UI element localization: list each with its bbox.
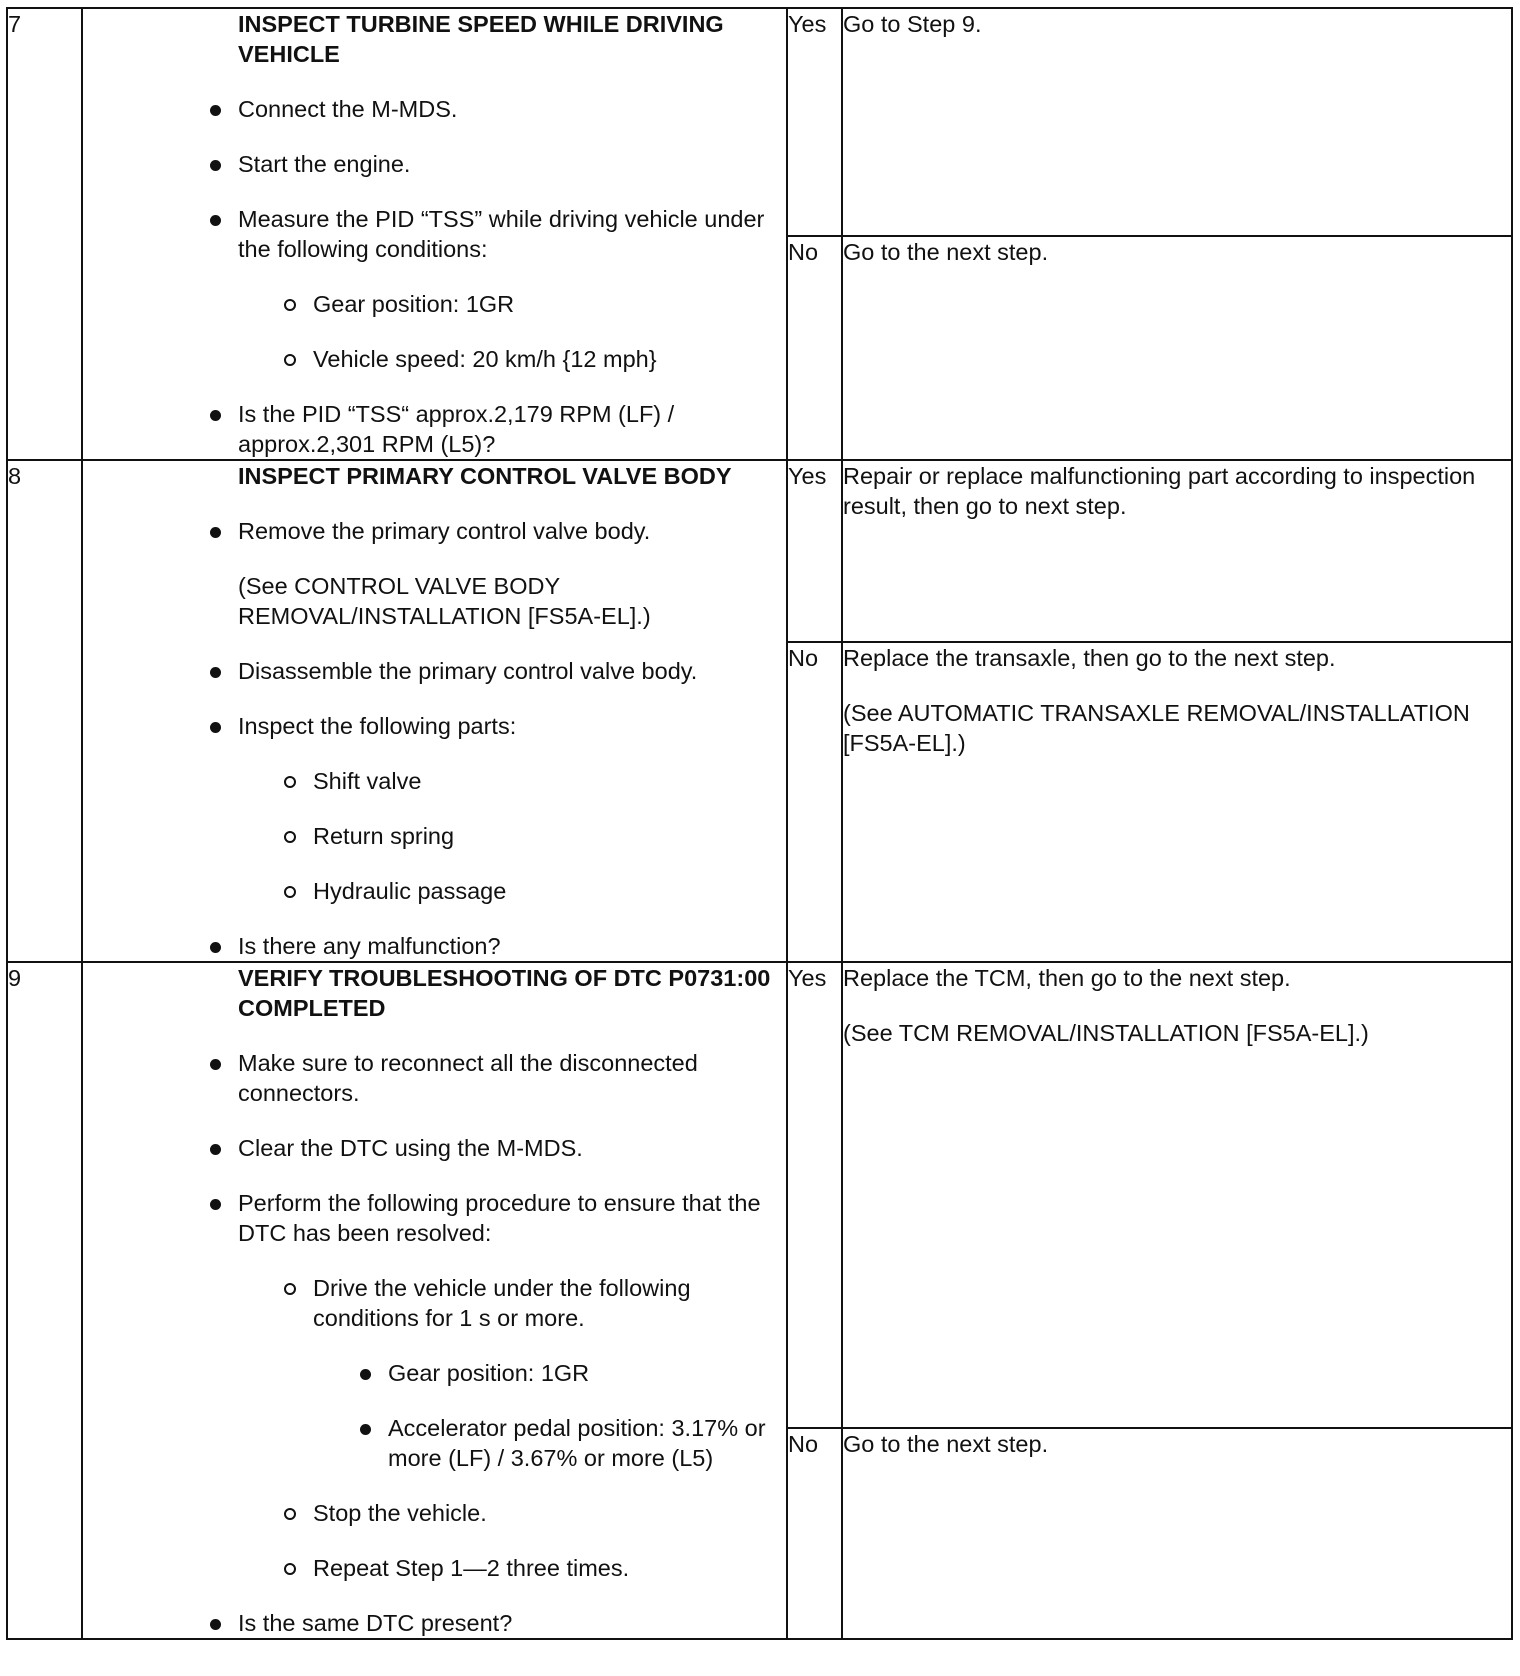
step-7-body [82, 8, 787, 460]
list-item: Is the PID “TSS“ approx.2,179 RPM (LF) / approx.2,301 RPM (L5)? [83, 399, 786, 459]
bullet-icon [210, 160, 221, 171]
list-item: Repeat Step 1—2 three times. [83, 1553, 786, 1583]
step-number: 7 [7, 8, 82, 460]
step-title: VERIFY TROUBLESHOOTING OF DTC P0731:00 COMPLETED [238, 965, 771, 1021]
no-action: Replace the transaxle, then go to the next step. (See AUTOMATIC TRANSAXLE REMOVAL/INSTALLATION [FS5A-EL].) [842, 642, 1512, 962]
step-title: INSPECT TURBINE SPEED WHILE DRIVING VEHICLE [238, 11, 724, 67]
list-item: Perform the following procedure to ensure that the DTC has been resolved: [83, 1188, 786, 1248]
list-item: Connect the M-MDS. [83, 94, 786, 124]
list-item: Clear the DTC using the M-MDS. [83, 1133, 786, 1163]
list-item: Make sure to reconnect all the disconnected connectors. [83, 1048, 786, 1108]
step-number: 8 [7, 460, 82, 962]
circle-bullet-icon [284, 299, 296, 311]
bullet-icon [210, 1059, 221, 1070]
yes-action: Go to Step 9. [842, 8, 1512, 236]
bullet-icon [210, 942, 221, 953]
no-label: No [787, 236, 842, 460]
step-number: 9 [7, 962, 82, 1639]
bullet-icon [210, 1199, 221, 1210]
circle-bullet-icon [284, 1563, 296, 1575]
step-8-body [82, 460, 787, 962]
bullet-icon [360, 1369, 371, 1380]
bullet-icon [210, 410, 221, 421]
yes-label: Yes [787, 962, 842, 1428]
list-item: Is the same DTC present? [83, 1608, 786, 1638]
reference-note: (See TCM REMOVAL/INSTALLATION [FS5A-EL].) [843, 1020, 1369, 1046]
list-item: Accelerator pedal position: 3.17% or more (LF) / 3.67% or more (L5) [83, 1413, 786, 1473]
step-title: INSPECT PRIMARY CONTROL VALVE BODY [238, 463, 732, 489]
list-item: Stop the vehicle. [83, 1498, 786, 1528]
step-8-yes-row [7, 460, 1512, 642]
circle-bullet-icon [284, 776, 296, 788]
list-item: Gear position: 1GR [83, 1358, 786, 1388]
no-label: No [787, 642, 842, 962]
list-item: Measure the PID “TSS” while driving vehicle under the following conditions: [83, 204, 786, 264]
reference-note: (See CONTROL VALVE BODY REMOVAL/INSTALLATION [FS5A-EL].) [238, 573, 651, 629]
reference-note: (See AUTOMATIC TRANSAXLE REMOVAL/INSTALLATION [FS5A-EL].) [843, 700, 1470, 756]
list-item: Inspect the following parts: [83, 711, 786, 741]
list-item: Disassemble the primary control valve body. [83, 656, 786, 686]
no-label: No [787, 1428, 842, 1639]
circle-bullet-icon [284, 886, 296, 898]
bullet-icon [210, 105, 221, 116]
list-item: Gear position: 1GR [83, 289, 786, 319]
step-7-yes-row [7, 8, 1512, 236]
bullet-icon [210, 527, 221, 538]
bullet-icon [210, 215, 221, 226]
list-item: Return spring [83, 821, 786, 851]
list-item: Hydraulic passage [83, 876, 786, 906]
circle-bullet-icon [284, 354, 296, 366]
step-9-yes-row [7, 962, 1512, 1428]
no-action: Go to the next step. [842, 236, 1512, 460]
yes-label: Yes [787, 460, 842, 642]
list-item: Vehicle speed: 20 km/h {12 mph} [83, 344, 786, 374]
yes-action: Replace the TCM, then go to the next step. (See TCM REMOVAL/INSTALLATION [FS5A-EL].) [842, 962, 1512, 1428]
troubleshooting-table [6, 7, 1513, 1640]
yes-label: Yes [787, 8, 842, 236]
bullet-icon [210, 1619, 221, 1630]
troubleshooting-table-container [6, 7, 1511, 1670]
list-item: Shift valve [83, 766, 786, 796]
no-action: Go to the next step. [842, 1428, 1512, 1639]
bullet-icon [360, 1424, 371, 1435]
circle-bullet-icon [284, 1283, 296, 1295]
yes-action: Repair or replace malfunctioning part according to inspection result, then go to next step. [842, 460, 1512, 642]
list-item: Start the engine. [83, 149, 786, 179]
list-item: Drive the vehicle under the following conditions for 1 s or more. [83, 1273, 786, 1333]
list-item: Is there any malfunction? [83, 931, 786, 961]
circle-bullet-icon [284, 831, 296, 843]
list-item: Remove the primary control valve body. [83, 516, 786, 546]
step-9-body [82, 962, 787, 1639]
circle-bullet-icon [284, 1508, 296, 1520]
bullet-icon [210, 722, 221, 733]
bullet-icon [210, 1144, 221, 1155]
bullet-icon [210, 667, 221, 678]
